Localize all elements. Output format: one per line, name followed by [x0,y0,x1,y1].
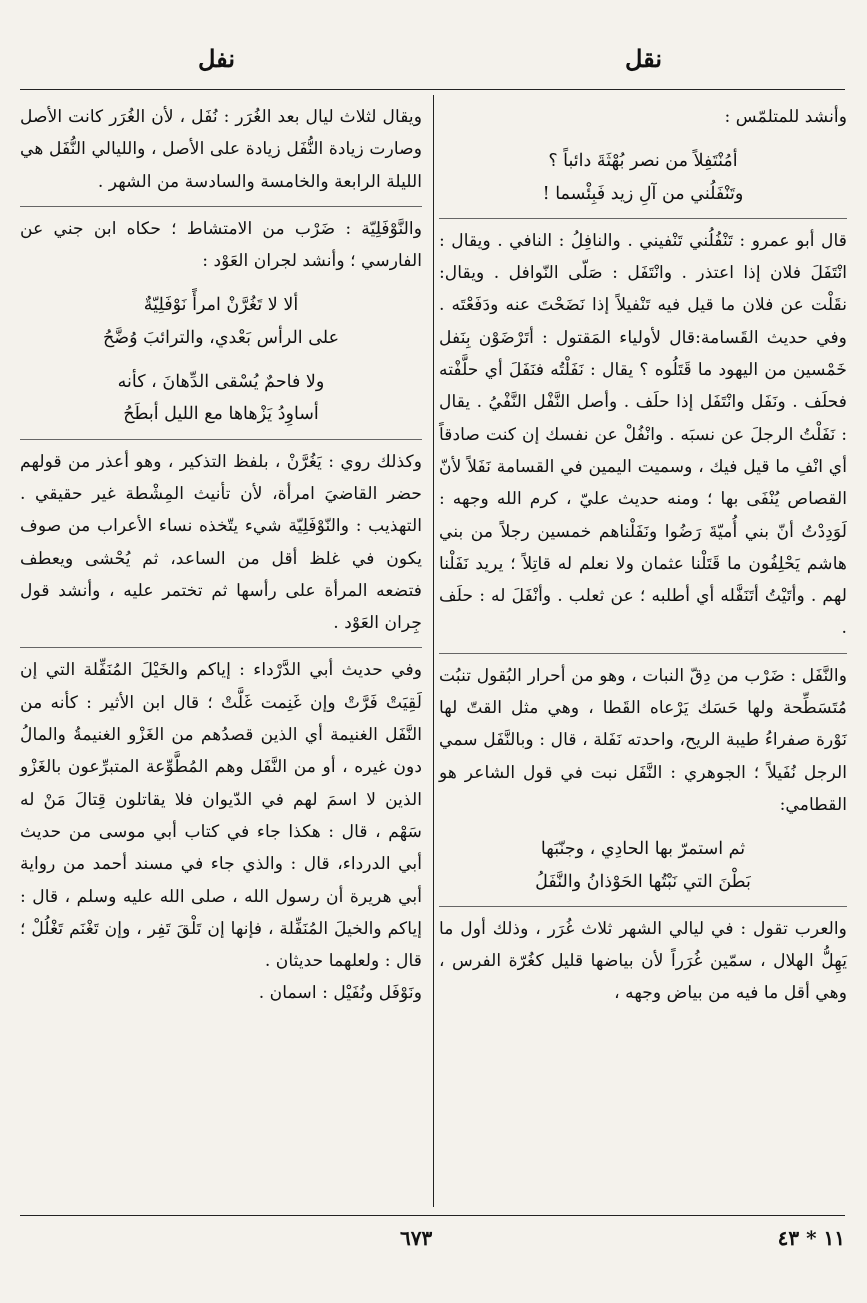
header-rule [20,89,845,90]
paragraph-separator [20,647,422,648]
verse-line: ثم استمرّ بها الحادِي ، وجنّبَها [540,839,746,860]
verse-line: أساوِدُ يَزْهاها مع الليل أبطَحُ [123,404,319,425]
verse-line: بَطْنَ التي نَبْتُها الحَوْذانُ والنَّفَلُ [535,871,751,892]
paragraph: قال أبو عمرو : تَنْفُلُني تَنْفيني . والنافِلُ : النافي . ويقال : انْتَفَلَ فلان إذا اعتذر . وانْتَفَل : صَلّى النّوافل . ويقال: نقَلْت عن فلان ما قيل فيه تَنْفيلاً إذا نَضَحْتَ عنه ودَفَعْتَه . وفي حديث القَسامة:قال لأولياء المَقتول : أتَرْضَوْن بِنَفل خَمْسين من اليهود ما قَتَلُوه ؟ يقال : نَفَلْتُه فنَفَلَ أي حلَّفْته فحلَف . ونَفَل وانْتَفَل إذا حلَف . وأصل النَّفْل النَّفْيُ . يقال : نَفَلْتُ الرجلَ عن نسبَه . وانْفُلْ عن نفسك إن كنت صادقاً أي انْفِ ما قيل فيك ، وسميت اليمين في القسامة نَفَلاً لأنّ القصاص يُنْفَى بها ؛ ومنه حديث عليّ ، كرم الله وجهه : لَوَدِدْتُ أنّ بني أُميّةَ رَضُوا ونَفَلْناهم خمسين رجلاً من بني هاشم يَحْلِفُون ما قَتَلْنا عثمان ولا نعلم له قاتِلاً ؛ يريد نَفَلْنا لهم . وأتَيْتُ أتَنَفَّله أي أطلبه ؛ عن ثعلب . وأنْفَلَ له : حلَف . [439,230,847,639]
verse-separator [439,906,847,907]
paragraph-separator [20,206,422,207]
verse-line: ألا لا تَغُرَّنْ امرأً نَوْفَلِيّةٌ [143,295,299,316]
verse-line: وتَنْفَلُني من آلِ زيد فَبِئْسما ! [542,183,744,204]
column-divider [433,95,434,1207]
verse-line: ولا فاحمٌ يُسْقى الدِّهانَ ، كأنه [117,372,325,393]
paragraph: والنَّفَل : ضَرْب من دِقّ النبات ، وهو من أحرار البُقول تنبُت مُتَسَطِّحة ولها حَسَك يَرْعاه القَطا ، وهي مثل القتّ لها نَوْرة صفراءُ طيبة الريح، واحدته نَفَلة ، قال : وبالنَّفَل سمي الرجل نُفَيلاً ؛ الجوهري : النَّفَل نبت في قول الشاعر هو القطامي: [439,665,847,815]
paragraph: وكذلك روي : يَغُرَّنْ ، بلفظ التذكير ، وهو أعذر من قولهم حضر القاضيَ امرأة، لأن تأنيث المِشْطة غير حقيقي . التهذيب : والنّوْفَلِيّة شيء يتّخذه نساء الأعراب من صوف يكون في غلظ أقل من الساعد، ثم يُحْشى ويعطف فتضعه المرأة على رأسها ثم تختمر عليه ، وأنشد قول جِران العَوْد . [20,451,422,634]
verse-separator [439,218,847,219]
paragraph: وفي حديث أبي الدَّرْداء : إياكم والخَيْلَ المُنَفِّلة التي إن لَقِيَتْ فَرَّتْ وإن غَنِمت غَلَّتْ ؛ قال ابن الأثير : كأنه من النَّفَل الغنيمة أي الذين قصدُهم من الغَزْو الغنيمةُ والمالُ دون غيره ، أو من النَّفَل وهم المُطَّوِّعة المتبرِّعون بالغَزْو الذين لا اسمَ لهم في الدّيوان فلا يقاتلون قِتالَ مَنْ له سَهْم ، قال : هكذا جاء في كتاب أبي موسى من حديث أبي الدرداء، قال : والذي جاء في مسند أحمد من رواية أبي هريرة أن رسول الله ، صلى الله عليه وسلم ، قال : إياكم والخيلَ المُنَفِّلة ، فإنها إن تَلْقَ تَفِر ، وإن تَغْنَم تَغْلُلْ ؛ قال : ولعلهما حديثان . [20,660,422,972]
paragraph: والعرب تقول : في ليالي الشهر ثلاث غُرَر ، وذلك أول ما يَهِلُّ الهلال ، سمّين غُرَراً لأن بياضها قليل كغُرّة الفرس ، وهي أقل ما فيه من بياض وجهه ، [439,918,847,1004]
paragraph: والنَّوْفَلِيّة : ضَرْب من الامتشاط ؛ حكاه ابن جني عن الفارسي ؛ وأنشد لجران العَوْد : [20,218,422,272]
paragraph-separator [439,653,847,654]
right-header-word: نقل [625,44,662,73]
left-column [20,101,422,1010]
paragraph: ويقال لثلاث ليال بعد الغُرَر : نُفَل ، لأن الغُرَر كانت الأصل وصارت زيادة النُّفَل زيادة على الأصل ، والليالي النُّفَل هي الليلة الرابعة والخامسة والسادسة من الشهر . [20,107,422,192]
verse-line: على الرأس بَعْدي، والترائبَ وُضَّحُ [102,327,340,348]
verse-separator [20,439,422,440]
signature-mark: ١١ * ٤٣ [777,1226,845,1250]
right-column [439,101,847,1010]
intro-line: وأنشد للمتلمّس : [724,107,847,127]
left-header-word: نفل [198,44,235,73]
page-number: ٦٧٣ [400,1226,433,1250]
footer-rule [20,1215,845,1216]
verse-line: أمُنْتَفِلاً من نصر بُهْثَةَ دائباً ؟ [548,151,738,172]
paragraph: ونَوْفَل ونُفَيْل : اسمان . [258,983,422,1004]
